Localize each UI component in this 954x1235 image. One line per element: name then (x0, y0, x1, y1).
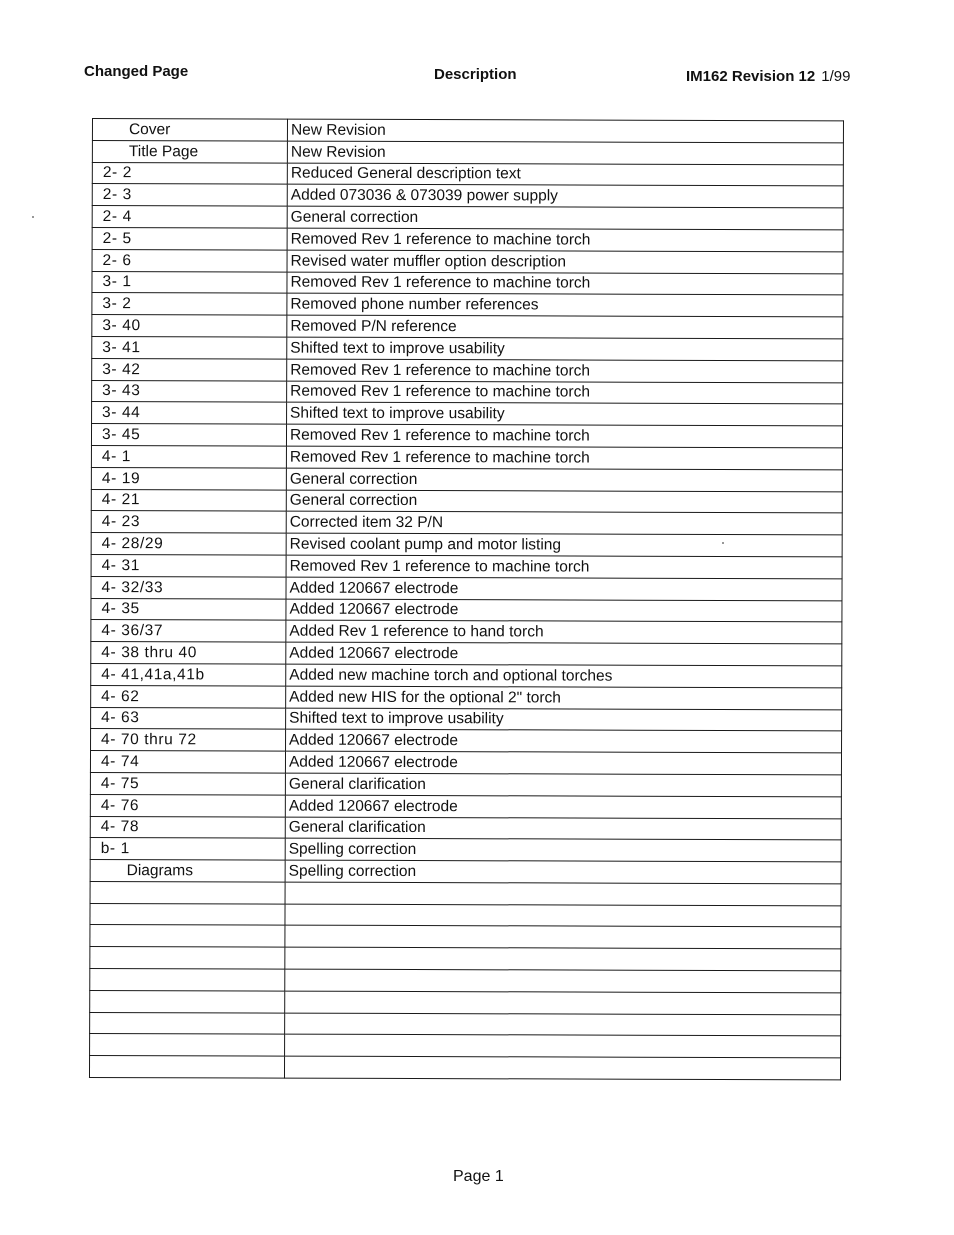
description-cell: Added 120667 electrode (285, 795, 841, 819)
description-cell: New Revision (287, 119, 843, 143)
table-row (91, 445, 842, 469)
empty-table-row (89, 1056, 840, 1080)
revision-label: IM162 Revision 12 (686, 68, 816, 85)
changed-page-cell: 4- 41,41a,41b (91, 663, 286, 685)
description-cell: General clarification (285, 773, 841, 797)
changed-page-cell: 4- 28/29 (91, 533, 286, 555)
table-row (91, 424, 842, 448)
table-row (92, 271, 843, 295)
description-cell: Added new HIS for the optional 2" torch (286, 686, 842, 710)
empty-description-cell (285, 926, 841, 950)
empty-page-cell (90, 903, 285, 925)
changed-page-cell: 4- 38 thru 40 (91, 642, 286, 664)
table-row (91, 620, 842, 644)
changed-page-cell: 3- 40 (92, 315, 287, 337)
table-row (91, 489, 842, 513)
changed-page-cell: 2- 3 (92, 184, 287, 206)
table-row (92, 184, 843, 208)
empty-description-cell (285, 904, 841, 928)
table-row (90, 860, 841, 884)
empty-page-cell (90, 881, 285, 903)
description-cell: Spelling correction (285, 838, 841, 862)
table-row (92, 206, 843, 230)
table-row (91, 554, 842, 578)
description-cell: General clarification (285, 817, 841, 841)
table-row (91, 663, 842, 687)
table-row (92, 380, 843, 404)
description-cell: Removed Rev 1 reference to machine torch (286, 424, 842, 448)
changed-page-cell: 3- 1 (92, 271, 287, 293)
table-row (91, 729, 842, 753)
changed-page-cell: 2- 6 (92, 249, 287, 271)
table-row (92, 119, 843, 143)
table-row (91, 685, 842, 709)
description-cell: Shifted text to improve usability (287, 337, 843, 361)
description-cell: New Revision (287, 141, 843, 165)
changed-page-cell: 3- 44 (92, 402, 287, 424)
description-cell: Removed Rev 1 reference to machine torch (286, 446, 842, 470)
description-cell: Removed Rev 1 reference to machine torch (287, 272, 843, 296)
changed-page-cell: 4- 76 (90, 794, 285, 816)
changed-page-cell: 4- 35 (91, 598, 286, 620)
empty-description-cell (285, 1035, 841, 1059)
revision-date: 1/99 (821, 68, 851, 85)
description-cell: Removed P/N reference (287, 315, 843, 339)
description-cell: Added 120667 electrode (286, 599, 842, 623)
table-row (90, 772, 841, 796)
revision-heading (686, 68, 850, 85)
empty-page-cell (90, 990, 285, 1012)
description-cell: Corrected item 32 P/N (286, 511, 842, 535)
revision-log-body (89, 119, 843, 1080)
description-cell: Added 120667 electrode (286, 642, 842, 666)
description-cell: Shifted text to improve usability (287, 402, 843, 426)
changed-page-cell: 4- 74 (90, 751, 285, 773)
empty-table-row (90, 990, 841, 1014)
description-cell: Added Rev 1 reference to hand torch (286, 620, 842, 644)
description-cell: Reduced General description text (287, 163, 843, 187)
changed-page-cell: 3- 2 (92, 293, 287, 315)
table-row (91, 707, 842, 731)
description-cell: Added 120667 electrode (286, 729, 842, 753)
table-row (92, 402, 843, 426)
description-cell: Added new machine torch and optional torches (286, 664, 842, 688)
changed-page-heading: Changed Page (84, 63, 189, 80)
description-cell: Shifted text to improve usability (286, 708, 842, 732)
scan-speck (722, 542, 724, 544)
description-heading: Description (434, 66, 517, 83)
changed-page-cell: Diagrams (90, 860, 285, 882)
changed-page-cell: 4- 75 (90, 772, 285, 794)
changed-page-cell: 4- 21 (91, 489, 286, 511)
empty-description-cell (284, 1056, 840, 1080)
description-cell: Removed phone number references (287, 293, 843, 317)
empty-description-cell (285, 991, 841, 1015)
description-cell: Revised coolant pump and motor listing (286, 533, 842, 557)
changed-page-cell: 4- 78 (90, 816, 285, 838)
changed-page-cell: 4- 19 (91, 467, 286, 489)
table-row (90, 794, 841, 818)
revision-log-table (89, 118, 844, 1080)
empty-table-row (90, 1012, 841, 1036)
empty-table-row (90, 969, 841, 993)
table-row (91, 533, 842, 557)
changed-page-cell: b- 1 (90, 838, 285, 860)
changed-page-cell: 4- 63 (91, 707, 286, 729)
empty-table-row (90, 1034, 841, 1058)
description-cell: Revised water muffler option description (287, 250, 843, 274)
description-cell: Removed Rev 1 reference to machine torch (286, 555, 842, 579)
table-row (90, 751, 841, 775)
changed-page-cell: 4- 32/33 (91, 576, 286, 598)
changed-page-cell: 4- 36/37 (91, 620, 286, 642)
table-row (91, 511, 842, 535)
description-cell: Removed Rev 1 reference to machine torch (287, 228, 843, 252)
table-row (92, 162, 843, 186)
empty-page-cell (90, 947, 285, 969)
table-row (92, 140, 843, 164)
changed-page-cell: 4- 62 (91, 685, 286, 707)
table-row (92, 293, 843, 317)
description-cell: Added 073036 & 073039 power supply (287, 185, 843, 209)
description-cell: Spelling correction (285, 860, 841, 884)
changed-page-cell: Cover (92, 119, 287, 141)
table-row (90, 816, 841, 840)
empty-table-row (90, 903, 841, 927)
empty-description-cell (285, 882, 841, 906)
description-cell: Removed Rev 1 reference to machine torch (287, 381, 843, 405)
table-row (91, 467, 842, 491)
table-row (91, 576, 842, 600)
empty-page-cell (90, 1034, 285, 1056)
description-cell: General correction (286, 490, 842, 514)
changed-page-cell: 2- 5 (92, 227, 287, 249)
empty-page-cell (90, 1012, 285, 1034)
page-number: Page 1 (453, 1168, 504, 1185)
empty-description-cell (285, 947, 841, 971)
empty-page-cell (90, 969, 285, 991)
empty-table-row (90, 925, 841, 949)
table-row (92, 358, 843, 382)
empty-table-row (90, 881, 841, 905)
changed-page-cell: 4- 1 (91, 445, 286, 467)
changed-page-cell: 4- 23 (91, 511, 286, 533)
changed-page-cell: 2- 4 (92, 206, 287, 228)
description-cell: General correction (286, 468, 842, 492)
changed-page-cell: 3- 41 (92, 336, 287, 358)
changed-page-cell: 2- 2 (92, 162, 287, 184)
description-cell: Removed Rev 1 reference to machine torch (287, 359, 843, 383)
table-row (92, 315, 843, 339)
empty-table-row (90, 947, 841, 971)
table-row (92, 249, 843, 273)
description-cell: Added 120667 electrode (285, 751, 841, 775)
description-cell: General correction (287, 206, 843, 230)
table-row (92, 227, 843, 251)
changed-page-cell: 4- 31 (91, 554, 286, 576)
changed-page-cell: 3- 42 (92, 358, 287, 380)
changed-page-cell: Title Page (92, 140, 287, 162)
empty-description-cell (285, 969, 841, 993)
table-row (91, 642, 842, 666)
changed-page-cell: 4- 70 thru 72 (91, 729, 286, 751)
changed-page-cell: 3- 43 (92, 380, 287, 402)
empty-page-cell (90, 925, 285, 947)
scan-speck (32, 216, 34, 218)
table-row (90, 838, 841, 862)
table-row (91, 598, 842, 622)
description-cell: Added 120667 electrode (286, 577, 842, 601)
table-row (92, 336, 843, 360)
changed-page-cell: 3- 45 (91, 424, 286, 446)
empty-description-cell (285, 1013, 841, 1037)
empty-page-cell (89, 1056, 284, 1078)
